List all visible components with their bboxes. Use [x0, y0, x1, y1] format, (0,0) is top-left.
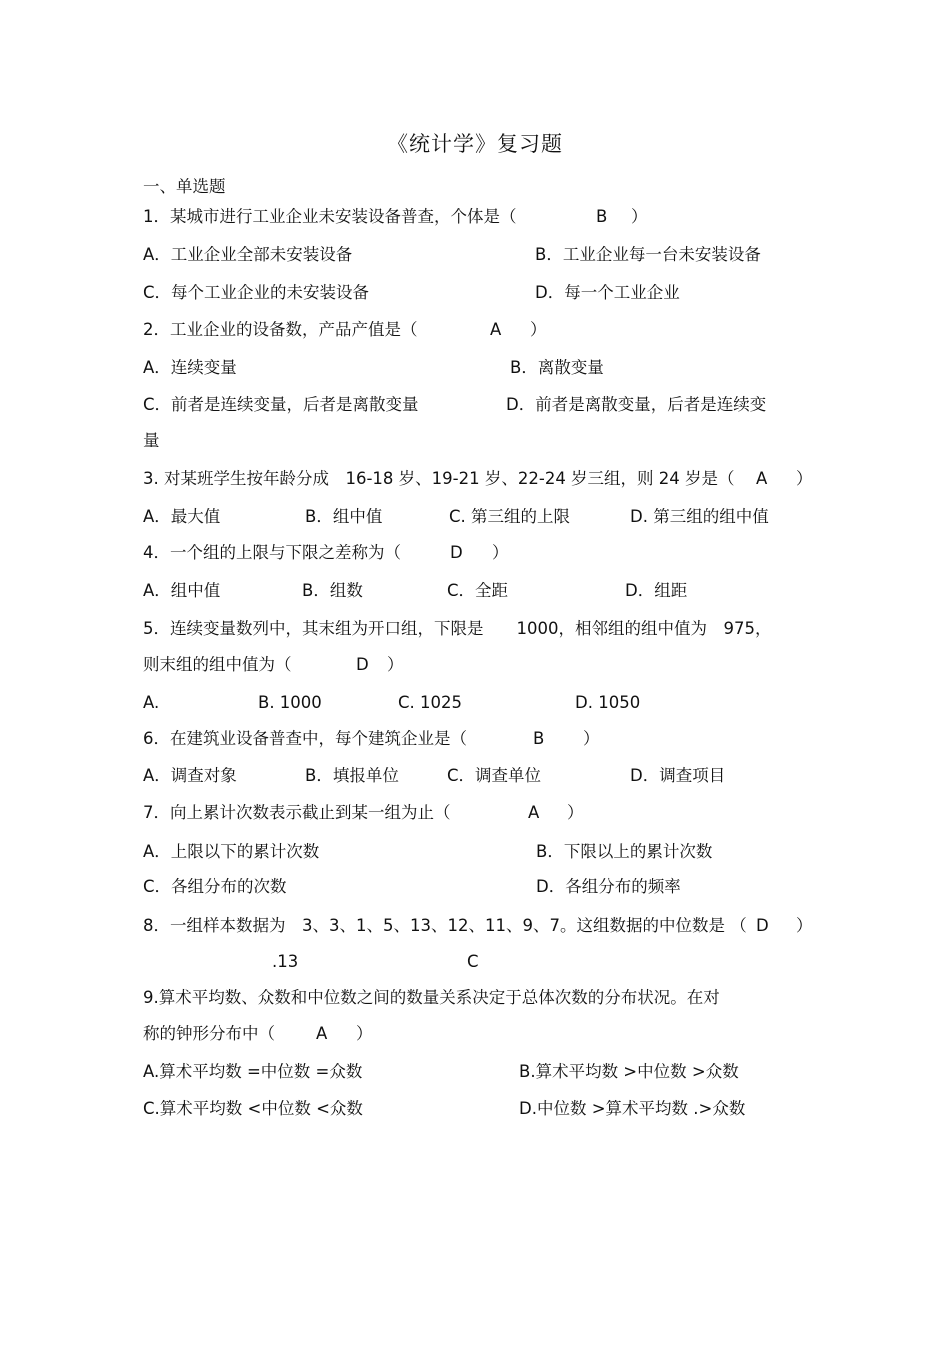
question-3-option-c: C. 第三组的上限	[449, 507, 571, 526]
question-3-close-paren: ）	[796, 469, 813, 488]
question-8-close-paren: ）	[796, 916, 813, 935]
question-3-option-a: A．最大值	[143, 507, 221, 526]
question-1-option-a: A．工业企业全部未安装设备	[143, 245, 353, 264]
question-8-answer: D	[756, 916, 769, 935]
question-5-option-d: D. 1050	[575, 693, 641, 712]
question-1-answer: B	[596, 207, 608, 226]
question-4-option-a: A．组中值	[143, 581, 221, 600]
question-4-close-paren: ）	[492, 543, 509, 562]
question-9-stem-continued: 称的钟形分布中（	[143, 1024, 275, 1043]
question-3-stem: 3. 对某班学生按年龄分成 16-18 岁、19-21 岁、22-24 岁三组，则 24 岁是（	[143, 469, 735, 488]
question-2-stem: 2．工业企业的设备数，产品产值是（	[143, 320, 418, 339]
question-1-stem: 1．某城市进行工业企业未安装设备普查，个体是（	[143, 207, 517, 226]
question-8-fragment-2: C	[467, 952, 479, 971]
question-6-close-paren: ）	[583, 729, 600, 748]
question-6-option-b: B．填报单位	[305, 766, 399, 785]
question-9-answer: A	[316, 1024, 328, 1043]
question-2-close-paren: ）	[530, 320, 547, 339]
question-1-option-b: B．工业企业每一台未安装设备	[535, 245, 761, 264]
question-5-option-a: A.	[143, 693, 160, 712]
question-9-stem: 9.算术平均数、众数和中位数之间的数量关系决定于总体次数的分布状况。在对	[143, 988, 720, 1007]
question-5-stem: 5．连续变量数列中，其末组为开口组，下限是 1000，相邻组的组中值为 975，	[143, 619, 772, 638]
question-1-option-c: C．每个工业企业的未安装设备	[143, 283, 370, 302]
question-8-fragment-1: .13	[272, 952, 299, 971]
question-9-option-d: D.中位数 >算术平均数 .>众数	[519, 1099, 746, 1118]
question-7-stem: 7．向上累计次数表示截止到某一组为止（	[143, 803, 451, 822]
question-5-answer: D	[356, 655, 369, 674]
question-3-option-b: B．组中值	[305, 507, 383, 526]
question-2-option-d: D．前者是离散变量，后者是连续变	[506, 395, 767, 414]
question-3-answer: A	[756, 469, 768, 488]
question-4-option-d: D．组距	[625, 581, 688, 600]
question-1-option-d: D．每一个工业企业	[535, 283, 680, 302]
question-6-option-d: D．调查项目	[630, 766, 726, 785]
question-7-close-paren: ）	[567, 803, 584, 822]
question-9-option-b: B.算术平均数 >中位数 >众数	[519, 1062, 739, 1081]
question-2-answer: A	[490, 320, 502, 339]
question-7-answer: A	[528, 803, 540, 822]
question-4-answer: D	[450, 543, 463, 562]
question-2-option-c: C．前者是连续变量，后者是离散变量	[143, 395, 419, 414]
question-7-option-b: B．下限以上的累计次数	[536, 842, 713, 861]
question-6-stem: 6．在建筑业设备普查中，每个建筑企业是（	[143, 729, 467, 748]
question-9-option-c: C.算术平均数 <中位数 <众数	[143, 1099, 363, 1118]
question-1-close-paren: ）	[631, 207, 648, 226]
question-2-option-a: A．连续变量	[143, 358, 237, 377]
question-6-answer: B	[533, 729, 545, 748]
page-title: 《统计学》复习题	[387, 132, 563, 156]
question-5-stem-continued: 则末组的组中值为（	[143, 655, 292, 674]
question-6-option-c: C．调查单位	[447, 766, 542, 785]
question-5-option-b: B. 1000	[258, 693, 322, 712]
question-8-stem: 8．一组样本数据为 3、3、1、5、13、12、11、9、7。这组数据的中位数是 （	[143, 916, 747, 935]
question-4-stem: 4．一个组的上限与下限之差称为（	[143, 543, 401, 562]
question-7-option-d: D．各组分布的频率	[536, 877, 681, 896]
question-4-option-b: B．组数	[302, 581, 363, 600]
question-3-option-d: D. 第三组的组中值	[630, 507, 769, 526]
question-4-option-c: C．全距	[447, 581, 509, 600]
section-heading: 一、单选题	[143, 177, 226, 196]
question-5-close-paren: ）	[387, 655, 404, 674]
question-9-option-a: A.算术平均数 =中位数 =众数	[143, 1062, 363, 1081]
question-7-option-a: A．上限以下的累计次数	[143, 842, 320, 861]
question-5-option-c: C. 1025	[398, 693, 463, 712]
question-6-option-a: A．调查对象	[143, 766, 237, 785]
question-9-close-paren: ）	[356, 1024, 373, 1043]
question-2-option-d-continued: 量	[143, 431, 160, 450]
question-7-option-c: C．各组分布的次数	[143, 877, 287, 896]
question-2-option-b: B．离散变量	[510, 358, 604, 377]
